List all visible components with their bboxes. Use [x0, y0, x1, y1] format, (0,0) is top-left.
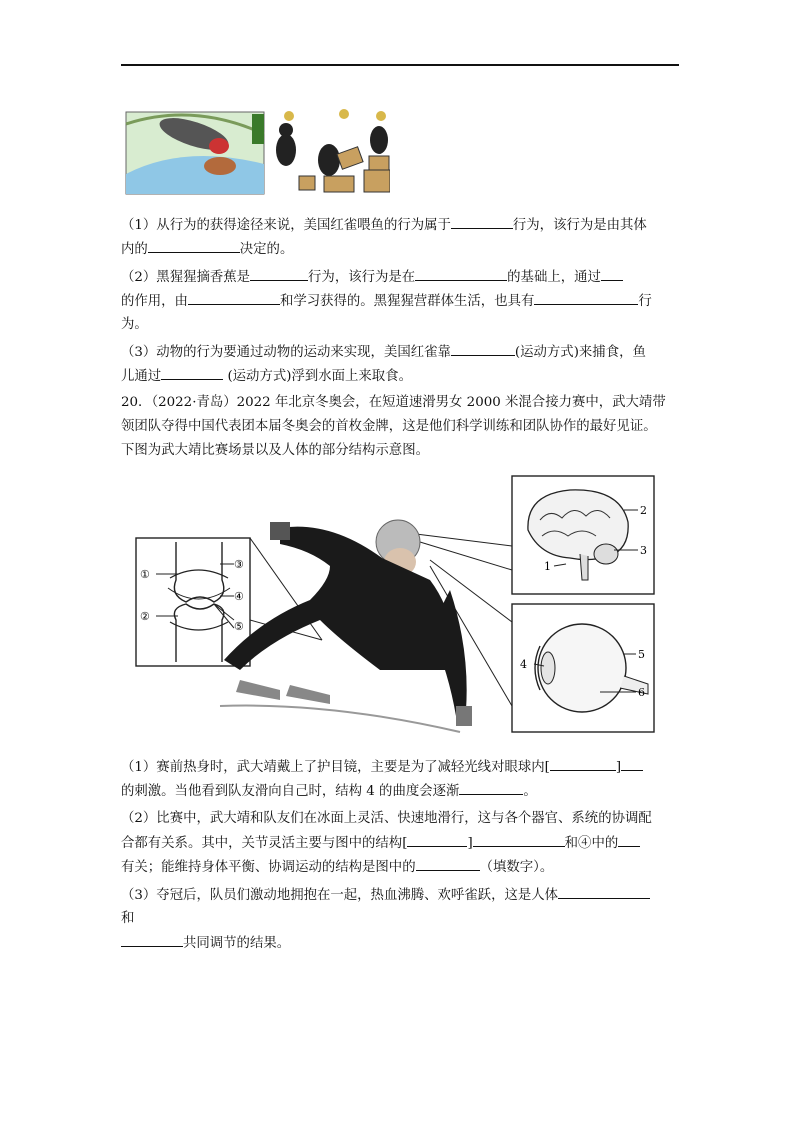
q20-part2-line2: 合都有关系。其中，关节灵活主要与图中的结构[ ] 和④中的: [121, 832, 681, 855]
q19-part3-line2: 儿通过 (运动方式)浮到水面上来取食。: [121, 365, 681, 388]
answer-blank[interactable]: [161, 365, 223, 380]
eye-label-6: 6: [638, 686, 645, 699]
joint-label-4: ④: [234, 590, 244, 603]
answer-blank[interactable]: [451, 341, 515, 356]
eye-label-5: 5: [638, 648, 645, 661]
joint-label-1: ①: [140, 568, 150, 581]
q19-part3-line1: （3）动物的行为要通过动物的运动来实现，美国红雀靠 (运动方式)来捕食，鱼: [121, 341, 681, 364]
q20-part3-line1: （3）夺冠后，队员们激动地拥抱在一起，热血沸腾、欢呼雀跃，这是人体: [121, 884, 681, 907]
q19-part2-line1: （2）黑猩猩摘香蕉是 行为，该行为是在 的基础上，通过: [121, 266, 681, 289]
eye-label-4: 4: [520, 658, 527, 671]
q20-intro-line1: 20．（2022·青岛）2022 年北京冬奥会，在短道速滑男女 2000 米混合接力赛中，武大靖带: [121, 395, 666, 410]
skater-anatomy-figure: [130, 470, 660, 740]
chimpanzee-illustration: [276, 109, 390, 192]
brain-diagram: [512, 476, 654, 594]
answer-blank[interactable]: [416, 856, 480, 871]
q20-intro-line3: 下图为武大靖比赛场景以及人体的部分结构示意图。: [121, 443, 429, 458]
behavior-figure: [124, 104, 390, 196]
answer-blank[interactable]: [459, 780, 523, 795]
brain-label-1: 1: [544, 560, 551, 573]
q20-part3-line3: 共同调节的结果。: [121, 932, 681, 955]
skater-photo: [220, 520, 472, 732]
answer-blank[interactable]: [621, 756, 643, 771]
answer-blank[interactable]: [534, 290, 638, 305]
answer-blank[interactable]: [601, 266, 623, 281]
answer-blank[interactable]: [148, 238, 240, 253]
answer-blank[interactable]: [473, 832, 565, 847]
answer-blank[interactable]: [250, 266, 308, 281]
q19-part1-line2: 内的 决定的。: [121, 238, 681, 261]
answer-blank[interactable]: [618, 832, 640, 847]
answer-blank[interactable]: [188, 290, 280, 305]
answer-blank[interactable]: [415, 266, 507, 281]
answer-blank[interactable]: [558, 884, 650, 899]
q20-intro-line2: 领团队夺得中国代表团本届冬奥会的首枚金牌，这是他们科学训练和团队协作的最好见证。: [121, 419, 657, 434]
q20-part1-line2: 的刺激。当他看到队友滑向自己时，结构 4 的曲度会逐渐 。: [121, 780, 681, 803]
q20-part2-line3: 有关；能维持身体平衡、协调运动的结构是图中的 （填数字）。: [121, 856, 681, 879]
answer-blank[interactable]: [451, 214, 513, 229]
joint-label-5: ⑤: [234, 620, 244, 633]
answer-blank[interactable]: [121, 932, 183, 947]
brain-label-3: 3: [640, 544, 647, 557]
eye-diagram: [512, 604, 654, 732]
q20-part2-line1: （2）比赛中，武大靖和队友们在冰面上灵活、快速地滑行，这与各个器官、系统的协调配: [121, 811, 652, 826]
q19-part2-line2: 的作用，由 和学习获得的。黑猩猩营群体生活，也具有 行: [121, 290, 681, 313]
q20-part3-line2: 和: [121, 911, 135, 926]
q19-part2-line3: 为。: [121, 317, 148, 332]
bird-fish-illustration: [126, 111, 264, 194]
joint-label-3: ③: [234, 558, 244, 571]
joint-diagram: [136, 538, 250, 666]
q20-part1-line1: （1）赛前热身时，武大靖戴上了护目镜，主要是为了减轻光线对眼球内[ ]: [121, 756, 681, 779]
brain-label-2: 2: [640, 504, 647, 517]
header-rule: [121, 64, 679, 66]
answer-blank[interactable]: [407, 832, 467, 847]
joint-label-2: ②: [140, 610, 150, 623]
q19-part1-line1: （1）从行为的获得途径来说，美国红雀喂鱼的行为属于 行为，该行为是由其体: [121, 214, 681, 237]
answer-blank[interactable]: [550, 756, 616, 771]
